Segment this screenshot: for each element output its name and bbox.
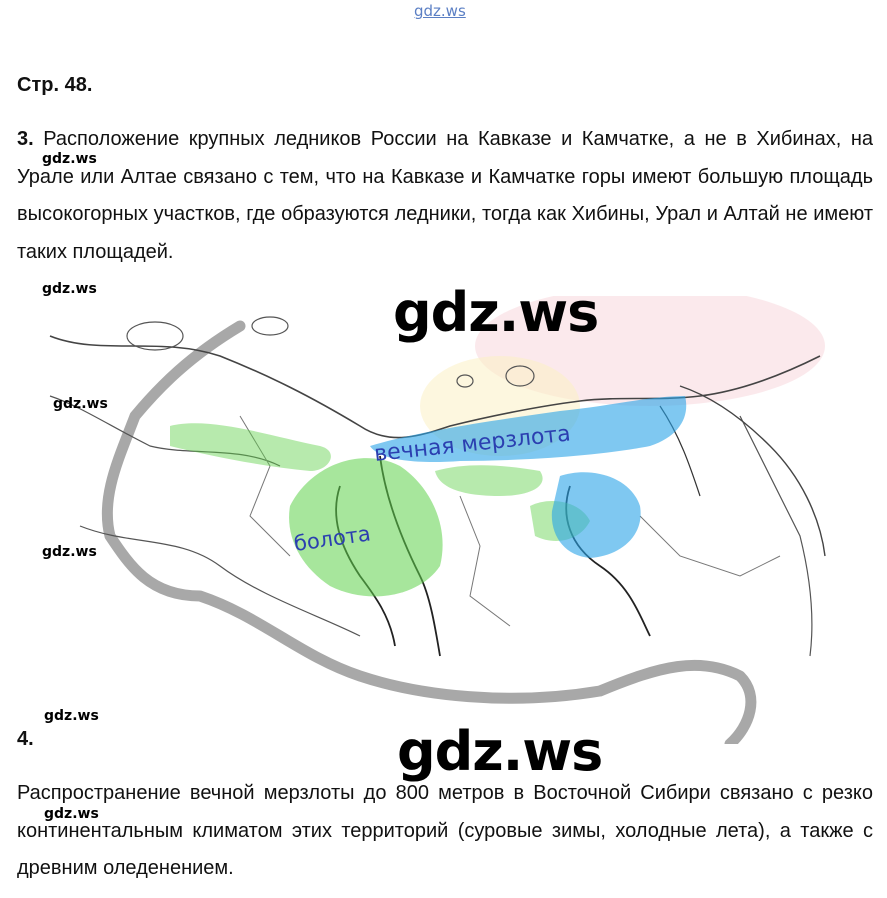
watermark-small-3: gdz.ws — [53, 396, 108, 412]
section-4-text: Распространение вечной мерзлоты до 800 метров в Восточной Сибири связано с резко континентальным климатом этих территорий (суровые зимы, холодные лета), а также с древним оледенением. — [17, 782, 873, 879]
watermark-large-2: gdz.ws — [397, 720, 603, 783]
map-permafrost-east-siberia — [552, 472, 641, 558]
watermark-large-1: gdz.ws — [393, 281, 599, 344]
section-3-paragraph — [17, 121, 873, 271]
watermark-small-4: gdz.ws — [42, 544, 97, 560]
watermark-small-2: gdz.ws — [42, 281, 97, 297]
map-label-swamps: болота — [292, 521, 373, 556]
watermark-top-link[interactable]: gdz.ws — [414, 2, 466, 20]
section-4-number: 4. — [17, 728, 34, 750]
section-4-paragraph — [17, 775, 873, 888]
section-3-text: Расположение крупных ледников России на Кавказе и Камчатке, а не в Хибинах, на Урале или Алтае связано с тем, что на Кавказе и Камчатке горы имеют большую площадь высокогорных участков, где образуются ледники, тогда как Хибины, Урал и Алтай не имеют таких площадей. — [17, 128, 873, 263]
map-far-east-coast — [680, 386, 825, 556]
watermark-small-1: gdz.ws — [42, 151, 97, 167]
watermark-small-5: gdz.ws — [44, 708, 99, 724]
page-heading: Стр. 48. — [17, 74, 93, 96]
russia-map — [40, 296, 830, 744]
russia-map-drawing — [40, 296, 830, 744]
map-label-permafrost: вечная мерзлота — [373, 421, 572, 467]
map-swamps-north — [170, 423, 331, 471]
section-3-number: 3. — [17, 128, 34, 150]
watermark-small-6: gdz.ws — [44, 806, 99, 822]
